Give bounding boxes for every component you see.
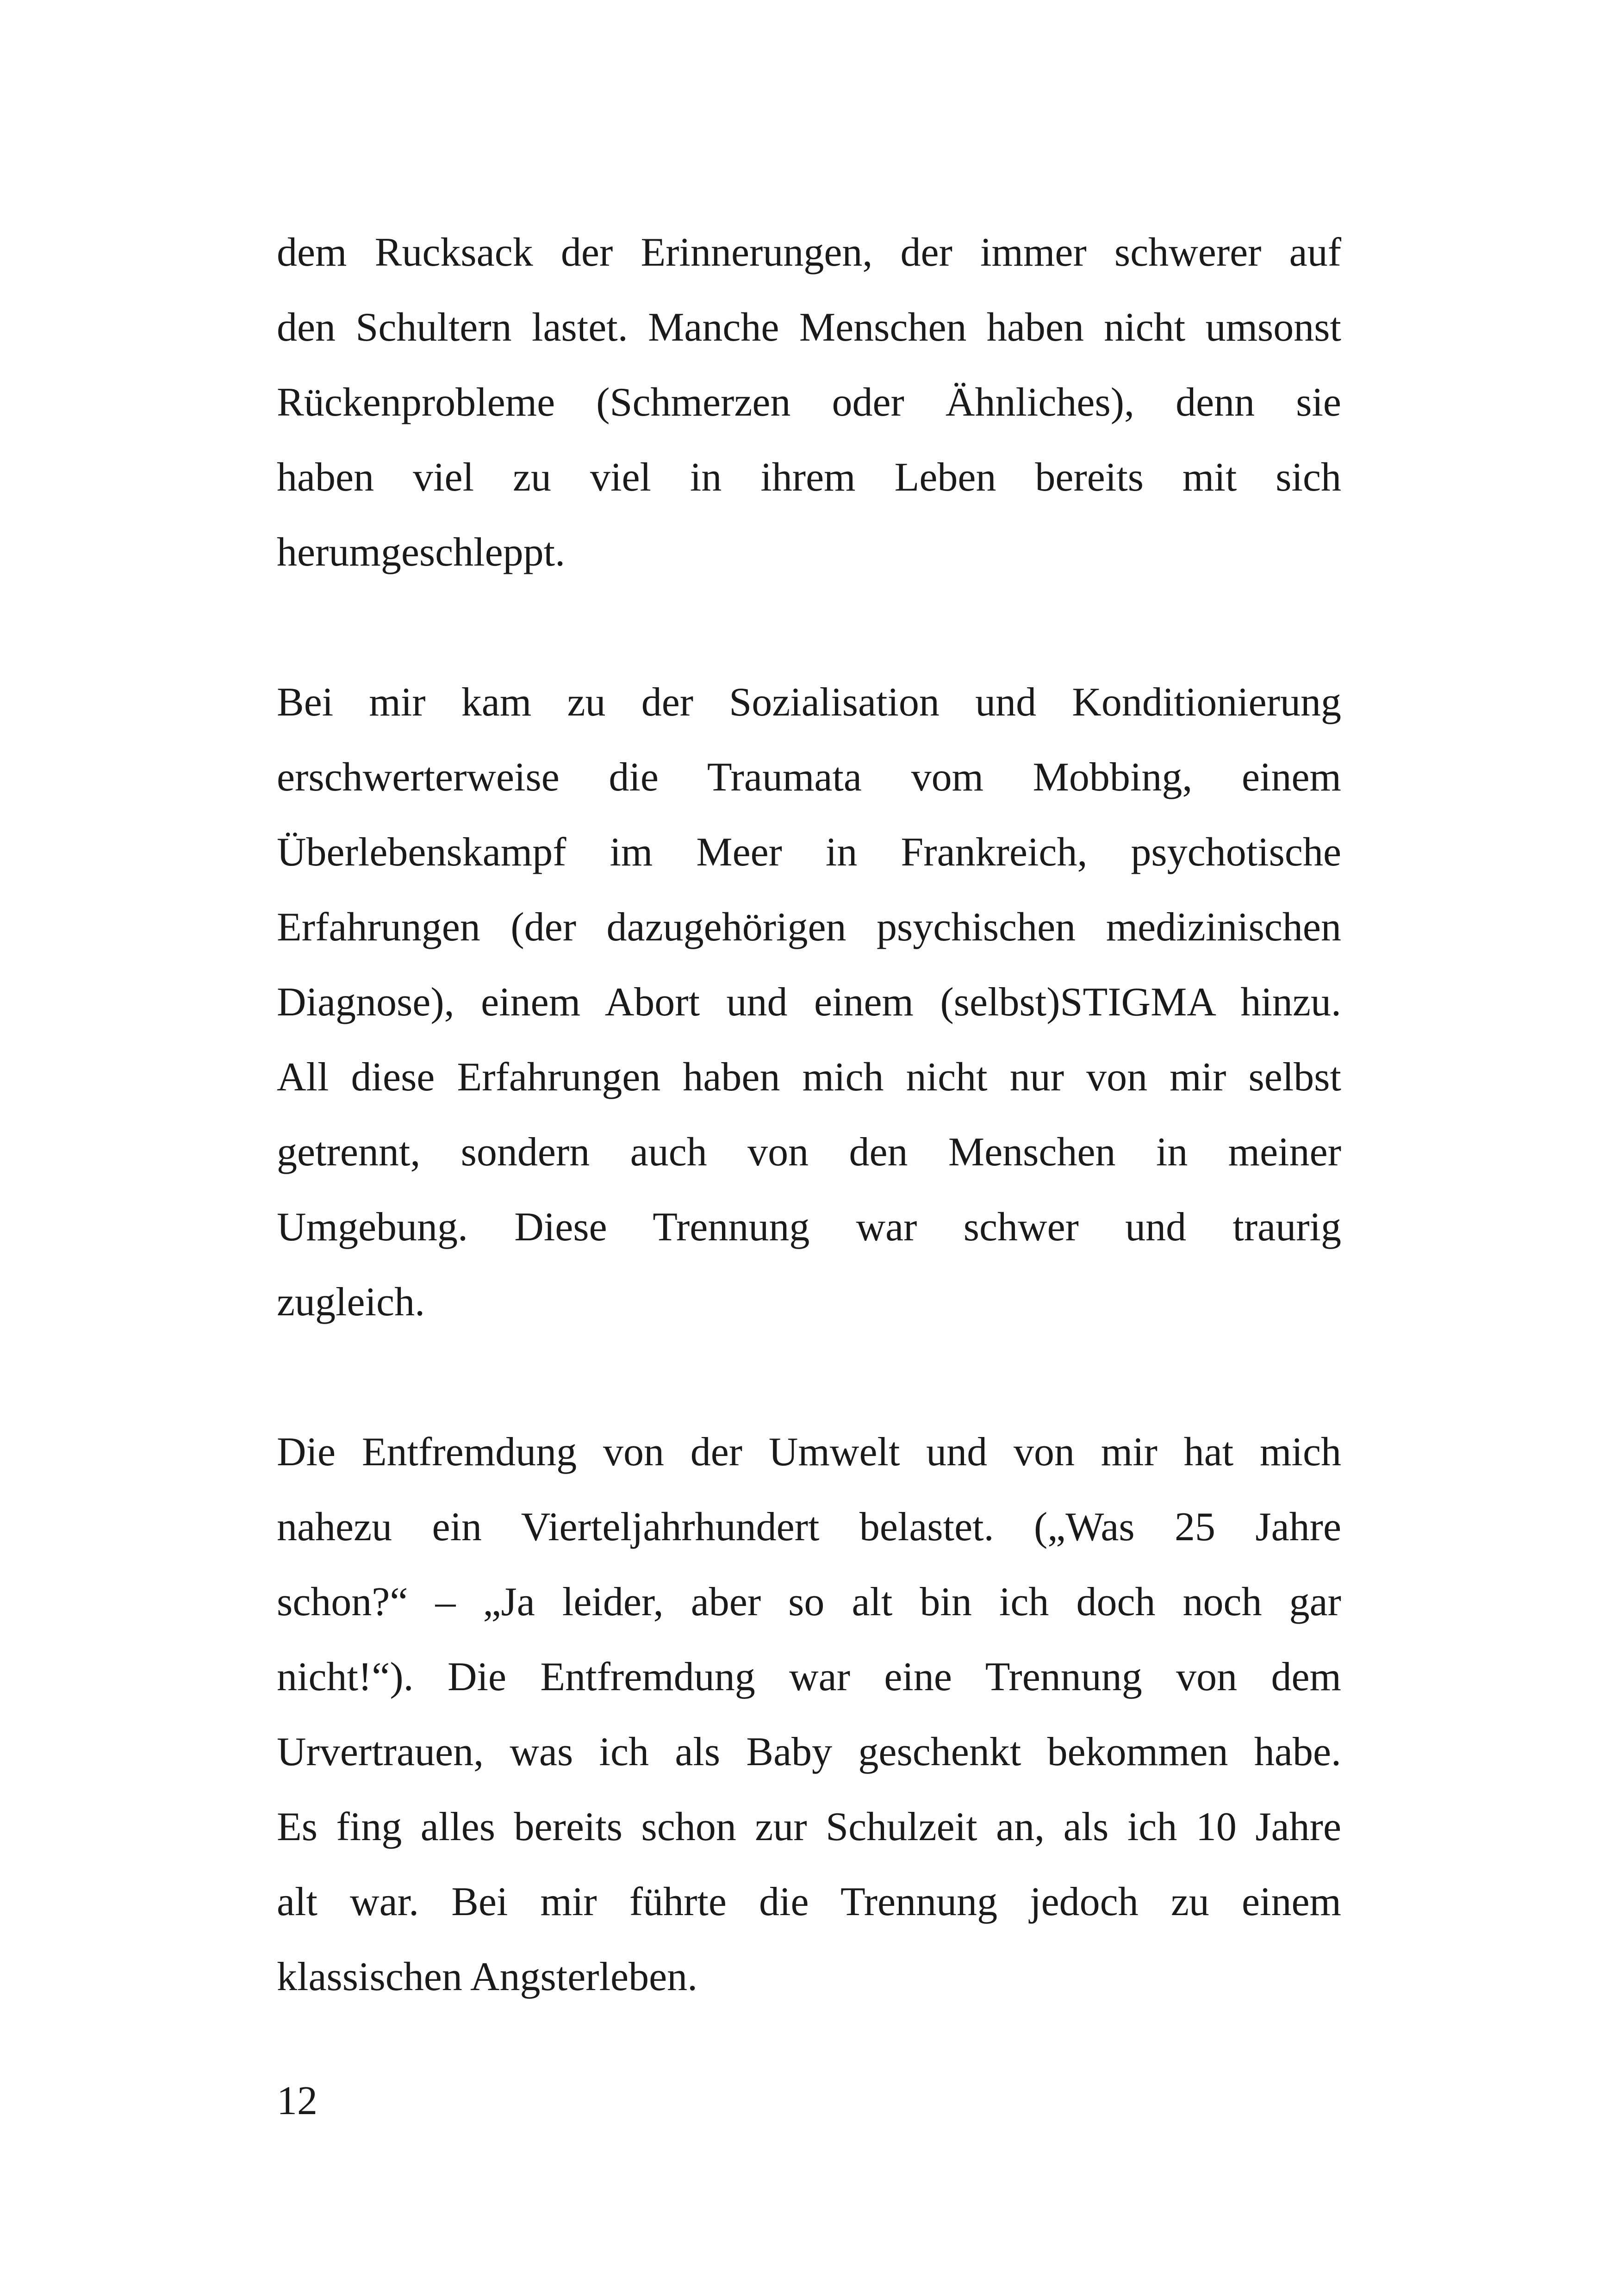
page-number: 12 [277, 2078, 317, 2123]
text-line: Erfahrungen (der dazugehörigen psychischen medizinischen [277, 905, 1341, 950]
text-line: Umgebung. Diese Trennung war schwer und traurig [277, 1205, 1341, 1250]
text-line: den Schultern lastet. Manche Menschen haben nicht umsonst [277, 305, 1341, 350]
paragraph-2 [277, 665, 1341, 1340]
text-line: Rückenprobleme (Schmerzen oder Ähnliches), denn sie [277, 380, 1341, 425]
text-line: zugleich. [277, 1280, 425, 1325]
text-line: Überlebenskampf im Meer in Frankreich, psychotische [277, 830, 1341, 875]
paragraph-3 [277, 1415, 1341, 2015]
text-line: nahezu ein Vierteljahrhundert belastet. („Was 25 Jahre [277, 1505, 1341, 1549]
paragraph-gap [277, 1340, 1341, 1415]
text-line: haben viel zu viel in ihrem Leben bereits mit sich [277, 455, 1341, 500]
text-line: getrennt, sondern auch von den Menschen in meiner [277, 1130, 1341, 1175]
text-line: Urvertrauen, was ich als Baby geschenkt bekommen habe. [277, 1730, 1341, 1774]
text-line: All diese Erfahrungen haben mich nicht nur von mir selbst [277, 1055, 1341, 1100]
text-line: herumgeschleppt. [277, 530, 566, 575]
text-line: schon?“ – „Ja leider, aber so alt bin ich doch noch gar [277, 1580, 1341, 1624]
paragraph-1 [277, 215, 1341, 590]
text-line: nicht!“). Die Entfremdung war eine Trennung von dem [277, 1655, 1341, 1699]
text-line: dem Rucksack der Erinnerungen, der immer schwerer auf [277, 230, 1341, 275]
text-line: Die Entfremdung von der Umwelt und von mir hat mich [277, 1430, 1341, 1475]
text-line: alt war. Bei mir führte die Trennung jedoch zu einem [277, 1879, 1341, 1924]
text-line: klassischen Angsterleben. [277, 1954, 698, 1999]
paragraph-gap [277, 590, 1341, 665]
text-line: Es fing alles bereits schon zur Schulzeit an, als ich 10 Jahre [277, 1804, 1341, 1849]
text-line: erschwerterweise die Traumata vom Mobbing, einem [277, 755, 1341, 800]
text-line: Bei mir kam zu der Sozialisation und Konditionierung [277, 680, 1341, 725]
text-line: Diagnose), einem Abort und einem (selbst)STIGMA hinzu. [277, 980, 1341, 1025]
body-text [277, 215, 1341, 2015]
